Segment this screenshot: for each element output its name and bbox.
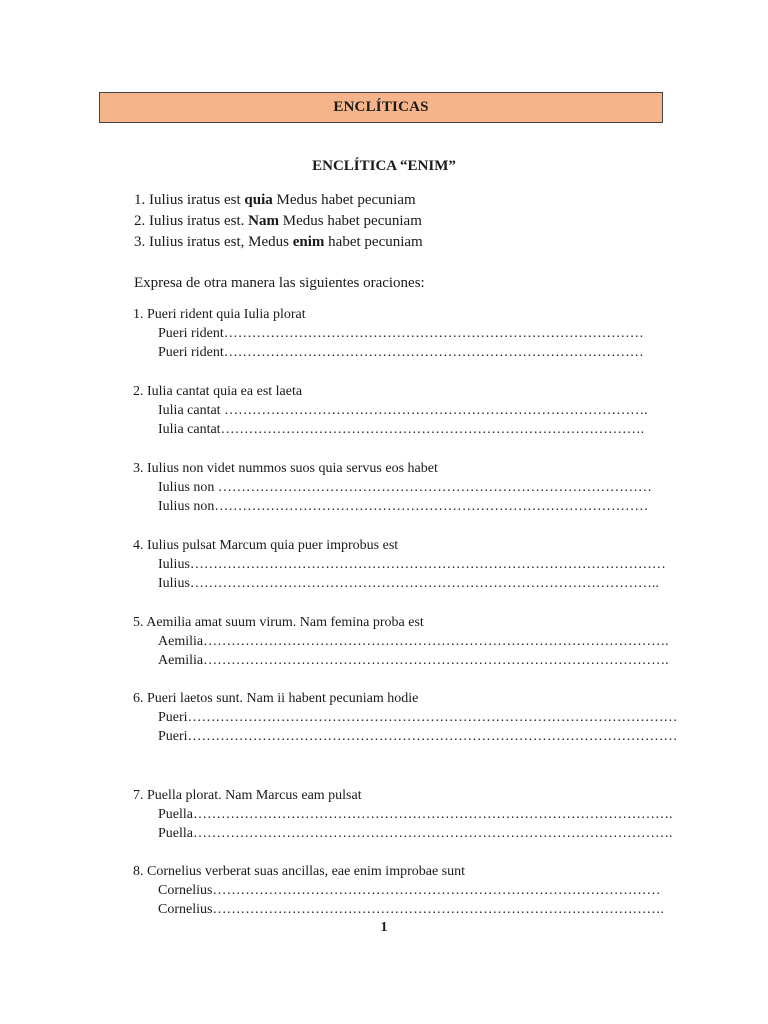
subtitle: ENCLÍTICA “ENIM” bbox=[312, 158, 456, 174]
exercise-item bbox=[133, 305, 644, 362]
exercise-question: 3. Iulius non videt nummos suos quia servus eos habet bbox=[133, 461, 438, 476]
exercise-question: 1. Pueri rident quia Iulia plorat bbox=[133, 307, 306, 322]
instruction-text: Expresa de otra manera las siguientes oraciones: bbox=[134, 275, 425, 291]
example-item bbox=[134, 211, 423, 232]
answer-line: Puella…………………………………………………………………………………………. bbox=[158, 826, 673, 841]
exercise-item bbox=[133, 689, 678, 746]
example-text: 3. Iulius iratus est, Medus bbox=[134, 234, 293, 250]
answer-line: Pueri rident……………………………………………………………………………… bbox=[158, 326, 644, 341]
answer-line: Iulius……………………………………………………………………………………….. bbox=[158, 576, 659, 591]
answer-line: Pueri…………………………………………………………………………………………… bbox=[158, 710, 678, 725]
answer-line: Pueri…………………………………………………………………………………………… bbox=[158, 729, 678, 744]
example-list bbox=[134, 190, 423, 253]
page-number: 1 bbox=[380, 920, 388, 935]
example-keyword: Nam bbox=[248, 213, 279, 229]
example-text: Medus habet pecuniam bbox=[278, 213, 422, 229]
exercise-item bbox=[133, 862, 664, 919]
example-keyword: enim bbox=[292, 234, 325, 250]
exercise-question: 6. Pueri laetos sunt. Nam ii habent pecuniam hodie bbox=[133, 691, 419, 706]
answer-line: Aemilia………………………………………………………………………………………. bbox=[158, 634, 669, 649]
exercise-item bbox=[133, 786, 673, 843]
exercise-item bbox=[133, 613, 669, 670]
answer-line: Iulius………………………………………………………………………………………… bbox=[158, 557, 666, 572]
example-text: habet pecuniam bbox=[324, 234, 423, 250]
example-text: 1. Iulius iratus est bbox=[134, 192, 245, 208]
answer-line: Aemilia………………………………………………………………………………………. bbox=[158, 653, 669, 668]
answer-line: Cornelius……………………………………………………………………………………. bbox=[158, 902, 664, 917]
answer-line: Iulia cantat ………………………………………………………………………………. bbox=[158, 403, 648, 418]
answer-line: Iulius non ………………………………………………………………………………… bbox=[158, 480, 652, 495]
exercise-question: 4. Iulius pulsat Marcum quia puer improbus est bbox=[133, 538, 399, 553]
exercise-item bbox=[133, 459, 652, 516]
exercise-question: 7. Puella plorat. Nam Marcus eam pulsat bbox=[133, 788, 362, 803]
example-text: Medus habet pecuniam bbox=[272, 192, 416, 208]
exercise-item bbox=[133, 536, 666, 593]
answer-line: Iulia cantat………………………………………………………………………………. bbox=[158, 422, 645, 437]
example-text: 2. Iulius iratus est. bbox=[134, 213, 249, 229]
answer-line: Pueri rident……………………………………………………………………………… bbox=[158, 345, 644, 360]
example-item bbox=[134, 190, 423, 211]
answer-line: Cornelius…………………………………………………………………………………… bbox=[158, 883, 661, 898]
exercise-question: 2. Iulia cantat quia ea est laeta bbox=[133, 384, 303, 399]
answer-line: Puella…………………………………………………………………………………………. bbox=[158, 807, 673, 822]
exercise-item bbox=[133, 382, 648, 439]
example-item bbox=[134, 232, 423, 253]
example-keyword: quia bbox=[244, 192, 273, 208]
exercise-question: 5. Aemilia amat suum virum. Nam femina proba est bbox=[133, 615, 424, 630]
section-title-box bbox=[99, 92, 663, 123]
answer-line: Iulius non………………………………………………………………………………… bbox=[158, 499, 649, 514]
exercise-question: 8. Cornelius verberat suas ancillas, eae enim improbae sunt bbox=[133, 864, 466, 879]
section-title: ENCLÍTICAS bbox=[333, 99, 429, 115]
